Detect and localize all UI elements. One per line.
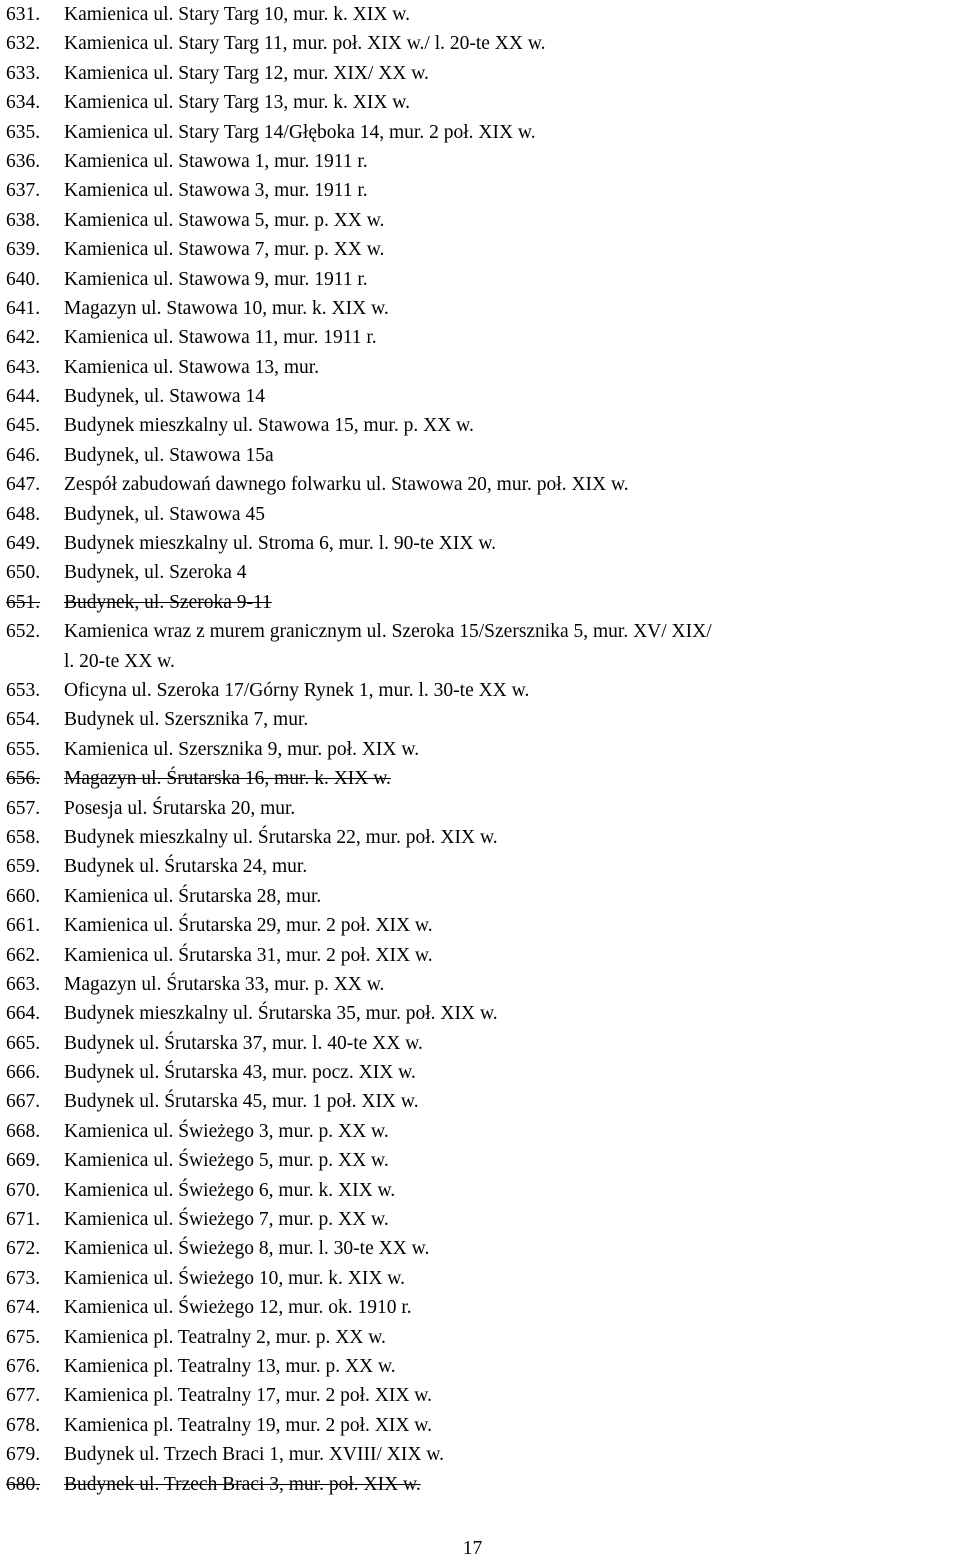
entry-text — [64, 88, 410, 117]
entry-text-line: Oficyna ul. Szeroka 17/Górny Rynek 1, mur. l. 30-te XX w. — [64, 680, 530, 701]
entry-text — [64, 470, 629, 499]
list-item — [6, 441, 956, 470]
entry-text-line: Kamienica wraz z murem granicznym ul. Szeroka 15/Szersznika 5, mur. XV/ XIX/ — [64, 621, 712, 643]
entry-number: 668. — [6, 1120, 41, 1142]
entry-text — [64, 852, 307, 881]
entry-text-line: Budynek ul. Śrutarska 43, mur. pocz. XIX w. — [64, 1062, 416, 1084]
list-item — [6, 852, 956, 881]
list-item — [6, 1234, 956, 1263]
entry-number: 672. — [6, 1238, 41, 1260]
entry-text-line: Budynek mieszkalny ul. Śrutarska 35, mur. poł. XIX w. — [64, 1003, 498, 1025]
entry-text-line: Budynek, ul. Stawowa 15a — [64, 444, 274, 466]
entry-text — [64, 1205, 389, 1234]
entry-text-continuation: l. 20-te XX w. — [64, 650, 175, 672]
entry-text — [64, 1234, 429, 1263]
entry-number: 655. — [6, 738, 41, 760]
entry-text-line: Kamienica ul. Stary Targ 14/Głęboka 14, mur. 2 poł. XIX w. — [64, 121, 536, 143]
entry-text — [64, 1029, 423, 1058]
entry-text — [64, 441, 274, 470]
entry-text-line: Posesja ul. Śrutarska 20, mur. — [64, 797, 296, 819]
list-item — [6, 1264, 956, 1293]
list-item — [6, 558, 956, 587]
entry-number: 649. — [6, 533, 41, 555]
entry-text — [64, 1087, 419, 1116]
entry-text-line: Budynek, ul. Szeroka 9-11 — [64, 591, 272, 613]
entry-text — [64, 882, 321, 911]
list-item — [6, 59, 956, 88]
list-item — [6, 794, 956, 823]
entry-text — [64, 1470, 421, 1499]
entry-text-line: Kamienica ul. Stawowa 1, mur. 1911 r. — [64, 150, 368, 172]
list-item — [6, 1411, 956, 1440]
monument-list — [6, 0, 956, 1499]
list-item — [6, 1058, 956, 1087]
entry-text-line: Budynek ul. Trzech Braci 3, mur. poł. XIX w. — [64, 1473, 421, 1495]
entry-number: 665. — [6, 1032, 41, 1054]
list-item — [6, 823, 956, 852]
list-item — [6, 705, 956, 734]
entry-number: 638. — [6, 209, 41, 231]
entry-text-line: Budynek, ul. Szeroka 4 — [64, 562, 247, 584]
entry-text-line: Kamienica ul. Świeżego 12, mur. ok. 1910 r. — [64, 1297, 412, 1319]
entry-text — [64, 1381, 432, 1410]
page-number: 17 — [462, 1538, 483, 1559]
entry-number: 671. — [6, 1209, 41, 1231]
list-item — [6, 353, 956, 382]
entry-number: 647. — [6, 474, 41, 496]
entry-text — [64, 235, 384, 264]
list-item — [6, 265, 956, 294]
entry-text — [64, 529, 496, 558]
entry-text-line: Kamienica ul. Śrutarska 28, mur. — [64, 885, 322, 907]
list-item — [6, 88, 956, 117]
entry-text — [64, 323, 377, 352]
entry-text-line: Kamienica ul. Świeżego 7, mur. p. XX w. — [64, 1209, 389, 1231]
entry-text-line: Kamienica ul. Śrutarska 31, mur. 2 poł. XIX w. — [64, 944, 433, 966]
entry-text — [64, 1146, 389, 1175]
entry-text-line: Kamienica pl. Teatralny 19, mur. 2 poł. XIX w. — [64, 1414, 432, 1436]
entry-text — [64, 588, 272, 617]
list-item — [6, 1352, 956, 1381]
entry-number: 674. — [6, 1297, 41, 1319]
entry-text-line: Kamienica pl. Teatralny 13, mur. p. XX w. — [64, 1355, 396, 1377]
list-item — [6, 911, 956, 940]
entry-number: 678. — [6, 1414, 41, 1436]
entry-text-line: Kamienica pl. Teatralny 2, mur. p. XX w. — [64, 1326, 386, 1348]
list-item — [6, 1293, 956, 1322]
entry-text — [64, 1411, 432, 1440]
list-item — [6, 1029, 956, 1058]
entry-text — [64, 1176, 395, 1205]
entry-text-line: Kamienica ul. Stawowa 7, mur. p. XX w. — [64, 239, 385, 261]
entry-number: 677. — [6, 1385, 41, 1407]
entry-text-line: Magazyn ul. Śrutarska 33, mur. p. XX w. — [64, 973, 385, 995]
entry-text — [64, 1264, 405, 1293]
list-item — [6, 764, 956, 793]
list-item — [6, 0, 956, 29]
list-item — [6, 1146, 956, 1175]
entry-text-line: Budynek mieszkalny ul. Stawowa 15, mur. p. XX w. — [64, 415, 474, 437]
list-item — [6, 1381, 956, 1410]
entry-text — [64, 1117, 389, 1146]
entry-text — [64, 118, 536, 147]
entry-number: 650. — [6, 562, 41, 584]
entry-number: 652. — [6, 621, 41, 643]
entry-number: 644. — [6, 386, 41, 408]
list-item — [6, 529, 956, 558]
list-item — [6, 882, 956, 911]
entry-text-line: Kamienica ul. Stawowa 3, mur. 1911 r. — [64, 180, 368, 202]
entry-text-line: Kamienica ul. Stawowa 11, mur. 1911 r. — [64, 327, 377, 349]
entry-text — [64, 558, 247, 587]
entry-number: 643. — [6, 356, 41, 378]
entry-text-line: Kamienica ul. Świeżego 6, mur. k. XIX w. — [64, 1179, 396, 1201]
entry-number: 656. — [6, 768, 41, 790]
entry-text — [64, 823, 498, 852]
entry-text — [64, 176, 368, 205]
entry-number: 667. — [6, 1091, 41, 1113]
list-item — [6, 1117, 956, 1146]
entry-text — [64, 911, 433, 940]
entry-text — [64, 970, 384, 999]
entry-text-line: Kamienica ul. Świeżego 8, mur. l. 30-te XX w. — [64, 1238, 430, 1260]
entry-number: 648. — [6, 503, 41, 525]
entry-text-line: Kamienica ul. Szersznika 9, mur. poł. XIX w. — [64, 738, 420, 760]
list-item — [6, 588, 956, 617]
entry-text-line: Budynek mieszkalny ul. Śrutarska 22, mur. poł. XIX w. — [64, 826, 498, 848]
entry-text — [64, 1440, 444, 1469]
entry-text-line: Kamienica ul. Stary Targ 10, mur. k. XIX w. — [64, 4, 410, 25]
entry-text — [64, 294, 389, 323]
entry-text — [64, 265, 368, 294]
entry-text-line: Kamienica ul. Stary Targ 11, mur. poł. XIX w./ l. 20-te XX w. — [64, 33, 546, 55]
list-item — [6, 323, 956, 352]
entry-text-line: Zespół zabudowań dawnego folwarku ul. Stawowa 20, mur. poł. XIX w. — [64, 474, 629, 496]
list-item — [6, 118, 956, 147]
entry-text — [6, 617, 954, 676]
entry-number: 634. — [6, 92, 41, 114]
entry-text — [64, 59, 429, 88]
entry-number: 660. — [6, 885, 41, 907]
entry-text-line: Kamienica ul. Stary Targ 12, mur. XIX/ XX w. — [64, 62, 429, 84]
entry-number: 633. — [6, 62, 41, 84]
entry-number: 657. — [6, 797, 41, 819]
entry-text-line: Kamienica ul. Stawowa 5, mur. p. XX w. — [64, 209, 385, 231]
entry-number: 658. — [6, 826, 41, 848]
entry-number: 639. — [6, 239, 41, 261]
entry-text — [64, 1058, 416, 1087]
entry-number: 642. — [6, 327, 41, 349]
entry-number: 666. — [6, 1062, 41, 1084]
entry-number: 631. — [6, 4, 41, 25]
entry-text-line: Budynek ul. Szersznika 7, mur. — [64, 709, 309, 731]
entry-text — [64, 206, 384, 235]
list-item — [6, 970, 956, 999]
entry-text — [64, 1323, 386, 1352]
list-item — [6, 1440, 956, 1469]
entry-number: 635. — [6, 121, 41, 143]
entry-text — [64, 735, 419, 764]
list-item — [6, 735, 956, 764]
entry-text — [64, 353, 319, 382]
entry-number: 659. — [6, 856, 41, 878]
entry-text-line: Budynek mieszkalny ul. Stroma 6, mur. l. 90-te XIX w. — [64, 533, 497, 555]
entry-text — [64, 382, 265, 411]
entry-number: 661. — [6, 915, 41, 937]
entry-text — [64, 411, 474, 440]
entry-number: 654. — [6, 709, 41, 731]
entry-number: 673. — [6, 1267, 41, 1289]
entry-number: 670. — [6, 1179, 41, 1201]
entry-number: 637. — [6, 180, 41, 202]
list-item — [6, 147, 956, 176]
list-item — [6, 294, 956, 323]
entry-text-line: Kamienica ul. Stawowa 13, mur. — [64, 356, 320, 378]
entry-text-line: Budynek, ul. Stawowa 45 — [64, 503, 265, 525]
list-item — [6, 941, 956, 970]
entry-text — [64, 29, 546, 58]
list-item — [6, 176, 956, 205]
entry-number: 679. — [6, 1444, 41, 1466]
list-item — [6, 206, 956, 235]
list-item — [6, 500, 956, 529]
entry-text-line: Kamienica ul. Świeżego 5, mur. p. XX w. — [64, 1150, 389, 1172]
list-item — [6, 999, 956, 1028]
entry-text-line: Magazyn ul. Śrutarska 16, mur. k. XIX w. — [64, 768, 391, 790]
entry-number: 653. — [6, 680, 41, 701]
entry-number: 663. — [6, 973, 41, 995]
entry-number: 641. — [6, 297, 41, 319]
list-item — [6, 617, 956, 676]
entry-number: 680. — [6, 1473, 41, 1495]
list-item — [6, 1323, 956, 1352]
entry-text-line: Budynek ul. Śrutarska 37, mur. l. 40-te XX w. — [64, 1032, 423, 1054]
entry-number: 646. — [6, 444, 41, 466]
entry-text — [64, 147, 368, 176]
entry-text — [64, 764, 391, 793]
list-item — [6, 382, 956, 411]
list-item — [6, 29, 956, 58]
entry-text-line: Budynek ul. Śrutarska 45, mur. 1 poł. XIX w. — [64, 1091, 419, 1113]
list-item — [6, 411, 956, 440]
entry-number: 636. — [6, 150, 41, 172]
entry-text-line: Budynek, ul. Stawowa 14 — [64, 386, 265, 408]
list-item — [6, 470, 956, 499]
list-item — [6, 1087, 956, 1116]
entry-number: 675. — [6, 1326, 41, 1348]
entry-text — [64, 941, 433, 970]
entry-number: 632. — [6, 33, 41, 55]
entry-text — [64, 999, 498, 1028]
entry-text-line: Kamienica ul. Świeżego 3, mur. p. XX w. — [64, 1120, 389, 1142]
list-item — [6, 676, 956, 705]
entry-text-line: Magazyn ul. Stawowa 10, mur. k. XIX w. — [64, 297, 389, 319]
entry-text — [64, 0, 410, 29]
entry-number: 669. — [6, 1150, 41, 1172]
entry-text — [64, 500, 265, 529]
entry-text-line: Kamienica ul. Stawowa 9, mur. 1911 r. — [64, 268, 368, 290]
list-item — [6, 1470, 956, 1499]
entry-text — [64, 1352, 396, 1381]
entry-number: 640. — [6, 268, 41, 290]
entry-number: 645. — [6, 415, 41, 437]
list-item — [6, 1205, 956, 1234]
entry-text — [64, 705, 308, 734]
entry-text-line: Kamienica pl. Teatralny 17, mur. 2 poł. XIX w. — [64, 1385, 432, 1407]
entry-text — [64, 1293, 412, 1322]
entry-text — [64, 794, 295, 823]
entry-text-line: Budynek ul. Śrutarska 24, mur. — [64, 856, 308, 878]
entry-number: 664. — [6, 1003, 41, 1025]
entry-text-line: Kamienica ul. Świeżego 10, mur. k. XIX w. — [64, 1267, 405, 1289]
entry-number: 651. — [6, 591, 41, 613]
entry-text-line: Kamienica ul. Stary Targ 13, mur. k. XIX w. — [64, 92, 410, 114]
entry-text-line: Kamienica ul. Śrutarska 29, mur. 2 poł. XIX w. — [64, 915, 433, 937]
entry-number: 662. — [6, 944, 41, 966]
list-item — [6, 235, 956, 264]
list-item — [6, 1176, 956, 1205]
entry-text-line: Budynek ul. Trzech Braci 1, mur. XVIII/ XIX w. — [64, 1444, 445, 1466]
entry-text — [64, 676, 529, 705]
entry-number: 676. — [6, 1355, 41, 1377]
